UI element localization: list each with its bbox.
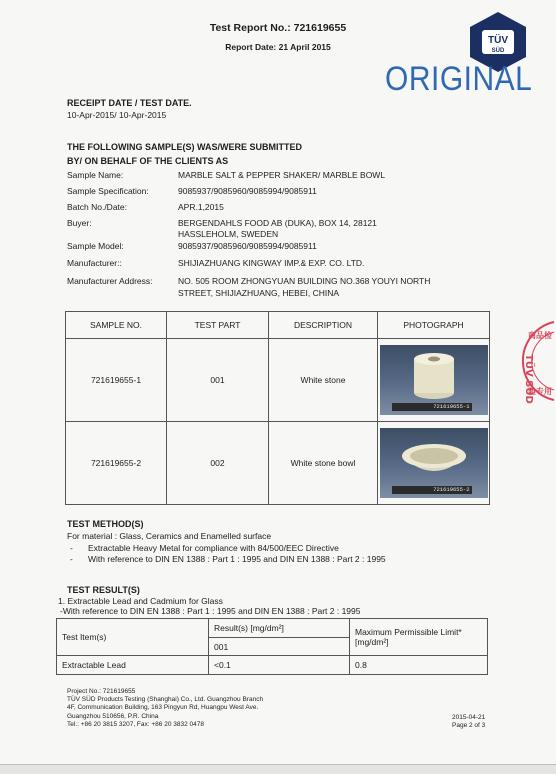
bullet-dash: - xyxy=(70,554,73,564)
test-results-heading: TEST RESULT(S) xyxy=(67,585,140,595)
limit-header-label: Maximum Permissible Limit* xyxy=(355,627,462,637)
red-seal-stamp xyxy=(508,318,556,404)
report-title: Test Report No.: 721619655 xyxy=(209,22,347,34)
field-value: BERGENDAHLS FOOD AB (DUKA), BOX 14, 28121 xyxy=(178,218,377,228)
table-row xyxy=(66,422,490,505)
report-date: Report Date: 21 April 2015 xyxy=(225,42,331,52)
column-header: TEST PART xyxy=(167,312,269,339)
footer-line: Guangzhou 510656, P.R. China xyxy=(67,712,159,720)
field-value: MARBLE SALT & PEPPER SHAKER/ MARBLE BOWL xyxy=(178,170,386,180)
photo-label: 721619655-2 xyxy=(433,486,470,493)
test-method-item: Extractable Heavy Metal for compliance with 84/500/EEC Directive xyxy=(88,543,339,553)
bullet-dash: - xyxy=(70,543,73,553)
test-methods-heading: TEST METHOD(S) xyxy=(67,519,144,529)
footer-page-number: Page 2 of 3 xyxy=(452,722,486,729)
field-value: APR.1,2015 xyxy=(178,202,224,212)
logo-text-bottom: SÜD xyxy=(491,48,505,54)
original-stamp: ORIGINAL xyxy=(385,60,533,98)
result-cell: <0.1 xyxy=(209,656,350,675)
footer-date: 2015-04-21 xyxy=(452,714,486,721)
test-methods-intro: For material : Glass, Ceramics and Enamelled surface xyxy=(67,531,272,541)
footer-address-block xyxy=(67,688,263,729)
test-method-item: With reference to DIN EN 1388 : Part 1 : 1995 and DIN EN 1388 : Part 2 : 1995 xyxy=(88,554,386,564)
field-label: Sample Model: xyxy=(67,241,124,251)
footer-line: Tel.: +86 20 3815 3207, Fax: +86 20 3832 0478 xyxy=(67,720,204,728)
column-header: DESCRIPTION xyxy=(269,312,378,339)
field-label: Manufacturer Address: xyxy=(67,276,153,286)
test-results-line1: 1. Extractable Lead and Cadmium for Glass xyxy=(58,596,223,606)
limit-cell: 0.8 xyxy=(350,656,488,675)
limit-header xyxy=(350,619,488,656)
results-table xyxy=(56,618,488,675)
svg-text:TÜV SÜD: TÜV SÜD xyxy=(523,354,534,404)
field-label: Manufacturer:: xyxy=(67,258,122,268)
table-header-row xyxy=(66,312,490,339)
limit-header-unit: [mg/dm²] xyxy=(355,637,389,647)
field-label: Sample Specification: xyxy=(67,186,149,196)
description-cell: White stone xyxy=(269,339,378,422)
svg-text:验专用: 验专用 xyxy=(528,387,552,396)
svg-text:商品检: 商品检 xyxy=(528,331,552,340)
footer-line: 4F, Communication Building, 163 Pingyun Rd, Huangpu West Ave. xyxy=(67,704,259,712)
test-results-line2: -With reference to DIN EN 1388 : Part 1 : 1995 and DIN EN 1388 : Part 2 : 1995 xyxy=(60,606,361,616)
field-value: SHIJIAZHUANG KINGWAY IMP.& EXP. CO. LTD. xyxy=(178,258,365,268)
table-row xyxy=(66,339,490,422)
footer-line: Project No.: 721619655 xyxy=(67,688,136,695)
column-header: PHOTOGRAPH xyxy=(378,312,490,339)
description-cell: White stone bowl xyxy=(269,422,378,505)
field-value: 9085937/9085960/9085994/9085911 xyxy=(178,186,317,196)
receipt-value: 10-Apr-2015/ 10-Apr-2015 xyxy=(67,110,167,120)
field-value: NO. 505 ROOM ZHONGYUAN BUILDING NO.368 YOUYI NORTH xyxy=(178,276,431,286)
test-item-header: Test Item(s) xyxy=(57,619,209,656)
sample-no-cell: 721619655-1 xyxy=(66,339,167,422)
test-part-cell: 002 xyxy=(167,422,269,505)
sample-photo xyxy=(380,345,488,415)
field-label: Buyer: xyxy=(67,218,92,228)
sample-table xyxy=(65,311,490,505)
field-value-line2: HASSLEHOLM, SWEDEN xyxy=(178,229,279,239)
photograph-cell xyxy=(378,422,490,505)
field-label: Sample Name: xyxy=(67,170,124,180)
test-part-cell: 001 xyxy=(167,339,269,422)
test-item-cell: Extractable Lead xyxy=(57,656,209,675)
sample-photo xyxy=(380,428,488,498)
table-header-row xyxy=(57,619,488,638)
result-part-header: 001 xyxy=(209,638,350,656)
result-header: Result(s) [mg/dm²] xyxy=(209,619,350,638)
receipt-heading: RECEIPT DATE / TEST DATE. xyxy=(67,98,192,108)
footer-line: TÜV SÜD Products Testing (Shanghai) Co., Ltd. Guangzhou Branch xyxy=(67,696,264,704)
clients-heading: BY/ ON BEHALF OF THE CLIENTS AS xyxy=(67,156,229,166)
photo-label: 721619655-1 xyxy=(433,403,470,410)
sample-no-cell: 721619655-2 xyxy=(66,422,167,505)
photograph-cell xyxy=(378,339,490,422)
field-value: 9085937/9085960/9085994/9085911 xyxy=(178,241,317,251)
field-value-line2: STREET, SHIJIAZHUANG, HEBEI, CHINA xyxy=(178,288,340,298)
field-label: Batch No./Date: xyxy=(67,202,128,212)
submitted-heading: THE FOLLOWING SAMPLE(S) WAS/WERE SUBMITTED xyxy=(67,142,302,152)
logo-text-top: TÜV xyxy=(488,35,508,46)
table-row xyxy=(57,656,488,675)
column-header: SAMPLE NO. xyxy=(66,312,167,339)
